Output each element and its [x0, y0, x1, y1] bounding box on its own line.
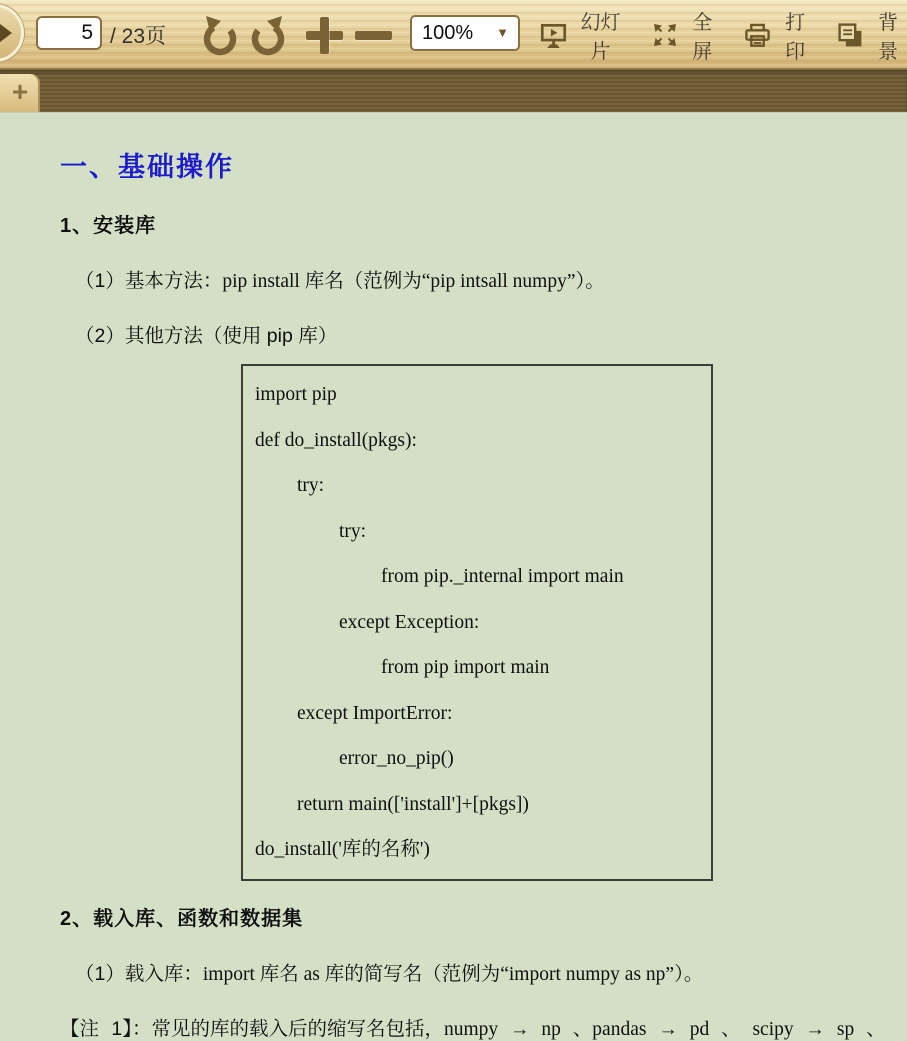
code-line: try:	[297, 475, 325, 496]
code-line: except Exception:	[339, 611, 480, 633]
print-icon	[744, 22, 771, 49]
code-block	[241, 364, 713, 881]
code-line: return main(['install']+[pkgs])	[297, 793, 529, 815]
collapse-panel-button[interactable]	[0, 4, 24, 62]
zoom-level-value: 100%	[422, 21, 474, 44]
page-number-input[interactable]	[36, 16, 102, 50]
code-line: except ImportError:	[297, 702, 453, 724]
page-total-label: / 23页	[110, 25, 167, 48]
fullscreen-label: 全屏	[692, 12, 713, 63]
tab-bar	[0, 70, 907, 112]
background-label: 背景	[878, 12, 899, 63]
redo-button[interactable]	[247, 12, 291, 58]
code-line: import pip	[255, 384, 337, 405]
zoom-out-button[interactable]	[352, 14, 394, 56]
fullscreen-icon	[652, 22, 678, 48]
chevron-right-icon	[0, 24, 12, 42]
code-line: error_no_pip()	[339, 748, 454, 769]
slideshow-label: 幻灯片	[580, 12, 621, 63]
paragraph-basic-method: （1）基本方法：pip install 库名（范例为“pip intsall numpy”）。	[75, 270, 605, 292]
fullscreen-button[interactable]	[652, 6, 721, 64]
background-button[interactable]	[837, 6, 907, 64]
paragraph-note-1: 【注 1】：常见的库的载入后的缩写名包括，numpy → np 、pandas → pd 、 scipy → sp 、	[60, 1017, 886, 1040]
plus-icon: +	[11, 76, 29, 107]
section-2-title: 2、载入库、函数和数据集	[60, 907, 304, 930]
print-label: 打印	[785, 12, 806, 63]
reader-toolbar	[0, 0, 907, 70]
undo-button[interactable]	[197, 12, 241, 58]
zoom-level-select[interactable]	[410, 15, 520, 51]
undo-icon	[197, 12, 241, 58]
zoom-in-button[interactable]	[303, 14, 347, 56]
code-line: from pip import main	[381, 657, 550, 678]
minus-icon	[355, 31, 392, 40]
chevron-down-icon: ▼	[496, 25, 509, 40]
page-title: 一、基础操作	[60, 152, 234, 182]
section-1-title: 1、安装库	[60, 215, 157, 237]
print-button[interactable]	[744, 6, 814, 64]
document-page	[0, 112, 907, 1040]
slideshow-icon	[540, 22, 567, 49]
code-line: do_install('库的名称')	[255, 839, 430, 860]
code-line: def do_install(pkgs):	[255, 429, 417, 451]
code-line: try:	[339, 520, 367, 542]
code-line: from pip._internal import main	[381, 566, 624, 587]
slideshow-button[interactable]	[540, 6, 629, 64]
new-tab-button[interactable]	[0, 74, 40, 113]
paragraph-import-lib: （1）载入库：import 库名 as 库的简写名（范例为“import numpy as np”）。	[75, 962, 704, 985]
redo-icon	[247, 12, 291, 58]
paragraph-other-method: （2）其他方法（使用 pip 库）	[75, 325, 338, 347]
toolbar-actions	[540, 10, 907, 63]
background-icon	[837, 22, 864, 49]
